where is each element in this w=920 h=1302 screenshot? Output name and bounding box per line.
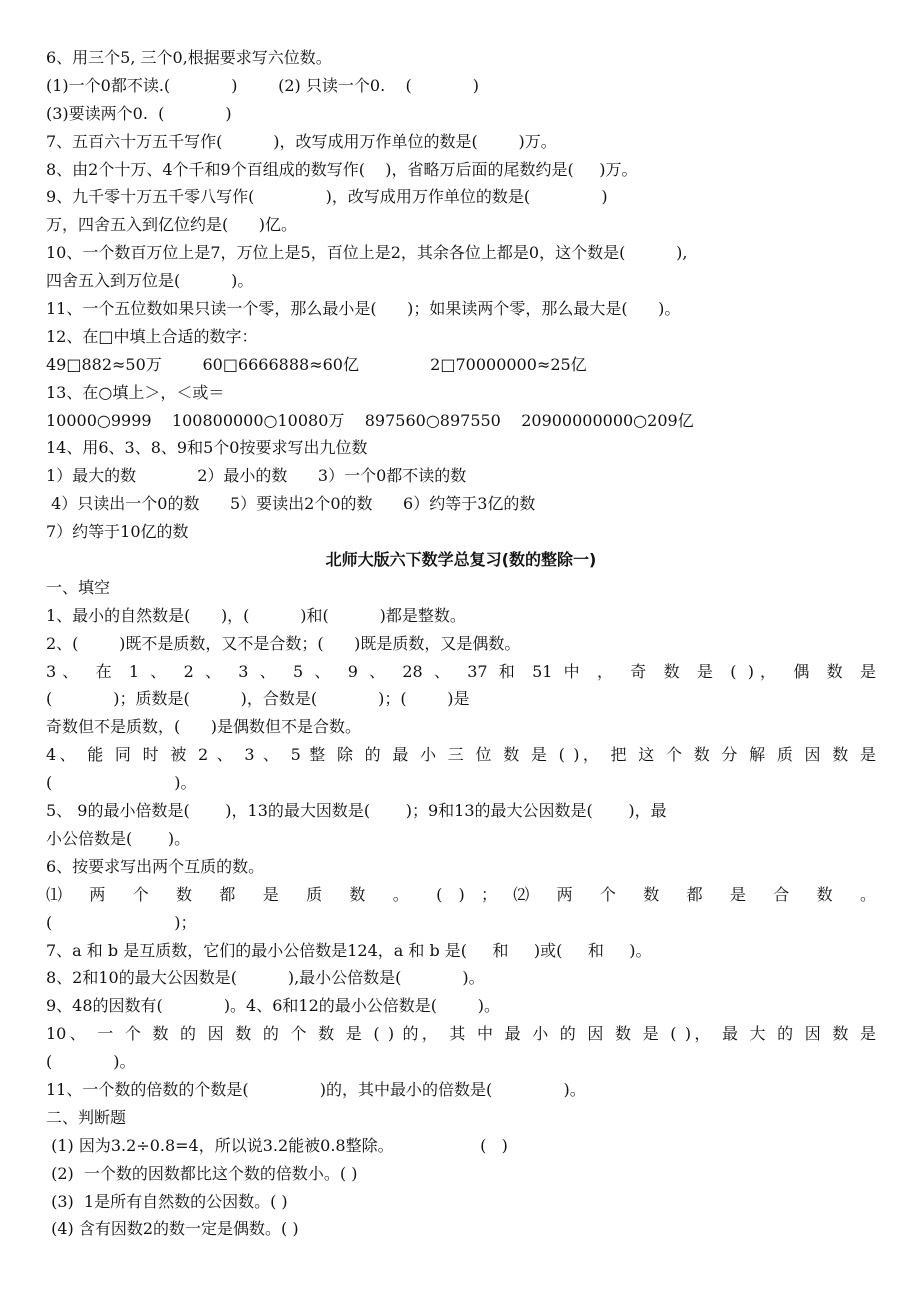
text-line: ⑴ 两 个 数 都 是 质 数 。 ( ) ； ⑵ 两 个 数 都 是 合 数 。 [46,884,876,904]
text-line: 12、在□中填上合适的数字： [46,326,258,346]
text-line: 7、五百六十万五千写作( )，改写成用万作单位的数是( )万。 [46,131,557,151]
text-line: 8、由2个十万、4个千和9个百组成的数写作( )，省略万后面的尾数约是( )万。 [46,159,638,179]
text-line: 8、2和10的最大公因数是( ),最小公倍数是( )。 [46,968,485,988]
text-line: 万，四舍五入到亿位约是( )亿。 [46,215,298,235]
text-line: ( )。 [46,1052,136,1072]
text-line: 6、按要求写出两个互质的数。 [46,856,265,876]
text-line: (4) 含有因数2的数一定是偶数。( ) [46,1219,299,1239]
text-line: 5、 9的最小倍数是( )，13的最大因数是( )；9和13的最大公因数是( )，最 [46,801,667,821]
text-line: 11、一个五位数如果只读一个零，那么最小是( )；如果读两个零，那么最大是( )。 [46,299,681,319]
text-line: (2) 一个数的因数都比这个数的倍数小。( ) [46,1163,358,1183]
text-line: 11、一个数的倍数的个数是( )的，其中最小的倍数是( )。 [46,1079,586,1099]
text-line: (3)要读两个0. ( ) [46,103,232,123]
text-line: 14、用6、3、8、9和5个0按要求写出九位数 [46,438,368,458]
text-line: 3、 在 1 、 2 、 3 、 5 、 9 、 28 、 37 和 51 中 ， 奇 数 是 ( )， 偶 数 是 [46,661,876,681]
text-line: 4）只读出一个0的数 5）要读出2个0的数 6）约等于3亿的数 [46,494,536,514]
text-line: 49□882≈50万 60□6666888≈60亿 2□70000000≈25亿 [46,354,587,374]
text-line: 9、48的因数有( )。4、6和12的最小公倍数是( )。 [46,996,500,1016]
text-line: 6、用三个5, 三个0,根据要求写六位数。 [46,48,332,67]
text-line: (1) 因为3.2÷0.8=4，所以说3.2能被0.8整除。 ( ) [46,1135,508,1155]
text-line: 2、( )既不是质数，又不是合数；( )既是质数，又是偶数。 [46,633,521,653]
text-line: 13、在○填上＞，＜或＝ [46,382,225,402]
text-line: (1)一个0都不读.( ) (2) 只读一个0. ( ) [46,75,480,95]
section-title: 北师大版六下数学总复习(数的整除一) [325,550,597,570]
text-line: (3) 1是所有自然数的公因数。( ) [46,1191,288,1211]
text-line: 一、填空 [46,577,111,597]
text-line: 7、a 和 b 是互质数，它们的最小公倍数是124，a 和 b 是( 和 )或( 和 )。 [46,940,652,960]
text-line: 小公倍数是( )。 [46,828,191,848]
text-line: 四舍五入到万位是( )。 [46,271,254,291]
text-line: ( )；质数是( )，合数是( )；( )是 [46,689,470,709]
text-line: 二、判断题 [46,1107,127,1127]
text-line: 1、最小的自然数是( )，( )和( )都是整数。 [46,605,466,625]
text-line: 9、九千零十万五千零八写作( )，改写成用万作单位的数是( ) [46,187,608,207]
text-line: 7）约等于10亿的数 [46,522,189,542]
text-line: 1）最大的数 2）最小的数 3）一个0都不读的数 [46,466,467,486]
text-line: 10、一个数百万位上是7，万位上是5，百位上是2，其余各位上都是0，这个数是( ), [46,243,688,263]
text-line: 10、 一 个 数 的 因 数 的 个 数 是 ( ) 的， 其 中 最 小 的 因 数 是 ( )， 最 大 的 因 数 是 [46,1024,876,1044]
text-line: 4、 能 同 时 被 2 、 3 、 5 整 除 的 最 小 三 位 数 是 ( )， 把 这 个 数 分 解 质 因 数 是 [46,745,876,765]
text-line: 奇数但不是质数，( )是偶数但不是合数。 [46,717,362,737]
text-line: ( )。 [46,773,197,793]
text-line: ( )； [46,912,197,932]
text-line: 10000○9999 100800000○10080万 897560○897550 20900000000○209亿 [46,410,694,430]
